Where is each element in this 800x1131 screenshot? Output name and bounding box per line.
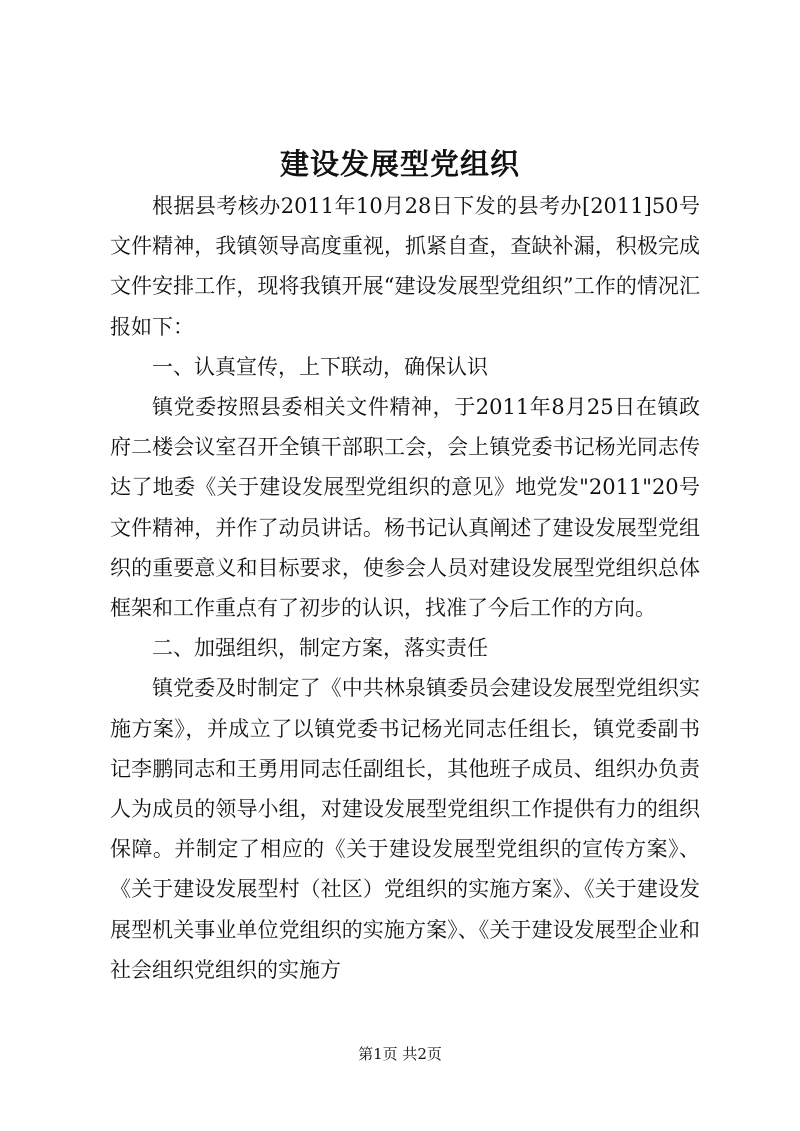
paragraph-intro: 根据县考核办2011年10月28日下发的县考办[2011]50号文件精神，我镇领导高度重视，抓紧自查，查缺补漏，积极完成文件安排工作，现将我镇开展“建设发展型党组织”工作的情况汇报如下： <box>110 194 700 339</box>
section-heading-1: 一、认真宣传，上下联动，确保认识 <box>152 354 488 379</box>
document-body <box>110 186 700 990</box>
paragraph-section-2: 镇党委及时制定了《中共林泉镇委员会建设发展型党组织实施方案》，并成立了以镇党委书记杨光同志任组长，镇党委副书记李鹏同志和王勇用同志任副组长，其他班子成员、组织办负责人为成员的领导小组，对建设发展型党组织工作提供有力的组织保障。并制定了相应的《关于建设发展型党组织的宣传方案》、《关于建设发展型村（社区）党组织的实施方案》、《关于建设发展型机关事业单位党组织的实施方案》、《关于建设发展型企业和社会组织党组织的实施方 <box>110 676 700 982</box>
document-title: 建设发展型党组织 <box>279 147 520 181</box>
paragraph-section-1: 镇党委按照县委相关文件精神，于2011年8月25日在镇政府二楼会议室召开全镇干部职工会，会上镇党委书记杨光同志传达了地委《关于建设发展型党组织的意见》地党发"2011"20号文件精神，并作了动员讲话。杨书记认真阐述了建设发展型党组织的重要意义和目标要求，使参会人员对建设发展型党组织总体框架和工作重点有了初步的认识，找准了今后工作的方向。 <box>110 395 700 621</box>
page-footer: 第1页 共2页 <box>358 1045 442 1063</box>
section-heading-2: 二、加强组织，制定方案，落实责任 <box>152 636 488 661</box>
